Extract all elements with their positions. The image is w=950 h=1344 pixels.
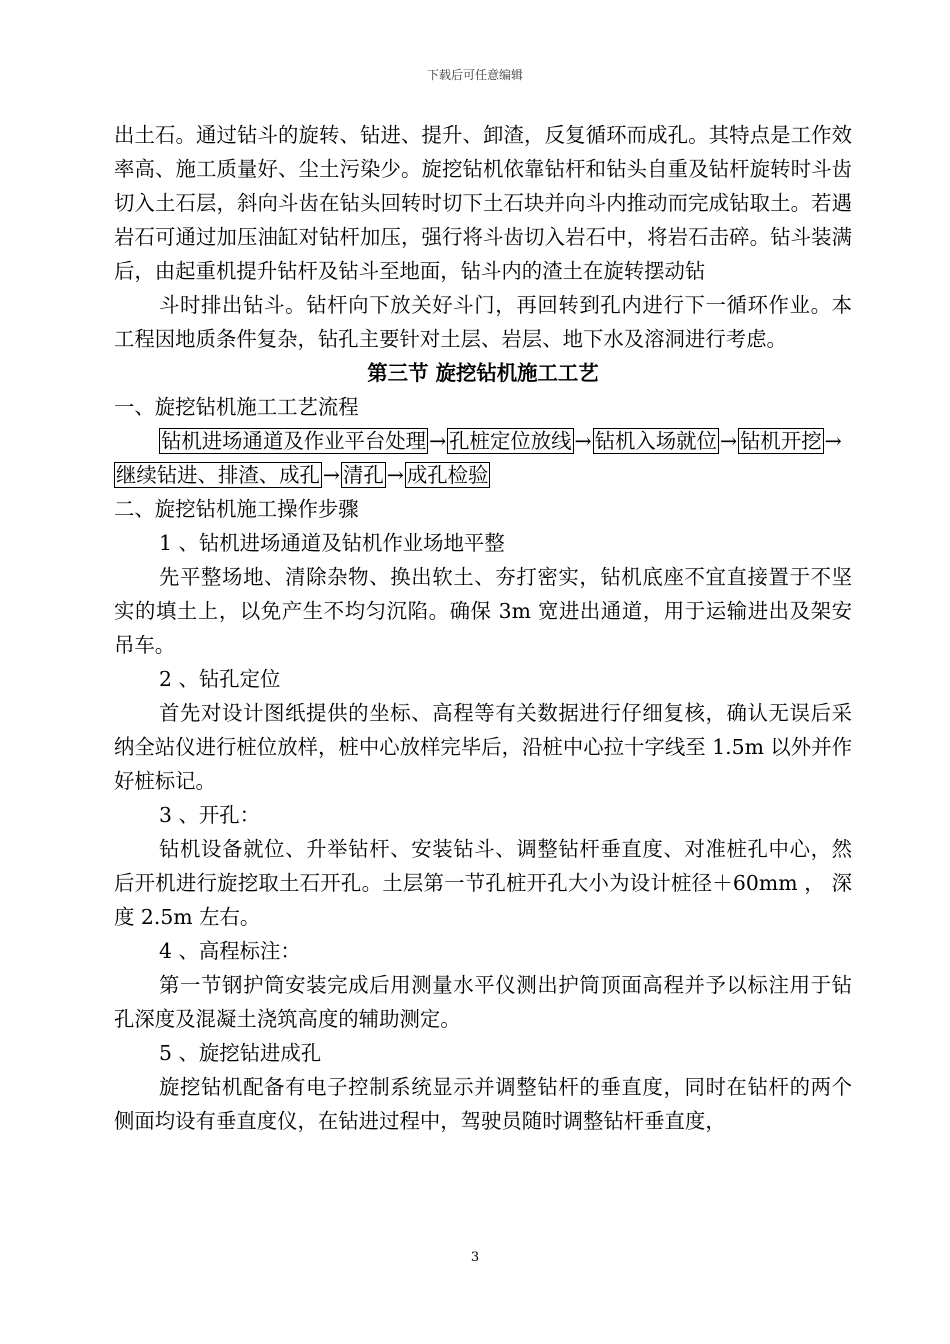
- flow-step: 继续钻进、排渣、成孔: [116, 463, 320, 487]
- step-body: 先平整场地、清除杂物、换出软土、夯打密实，钻机底座不宜直接置于不坚实的填土上，以免产生不均匀沉陷。确保 3m 宽进出通道，用于运输进出及架安吊车。: [114, 565, 852, 657]
- page-header: 下载后可任意编辑: [426, 68, 523, 82]
- flow-step: 钻机进场通道及作业平台处理: [161, 429, 427, 453]
- process-flow: [114, 424, 852, 492]
- page-number: 3: [470, 1250, 480, 1265]
- flow-step: 孔桩定位放线: [449, 429, 572, 453]
- step-body: 首先对设计图纸提供的坐标、高程等有关数据进行仔细复核，确认无误后采纳全站仪进行桩位放样，桩中心放样完毕后，沿桩中心拉十字线至 1.5m 以外并作好桩标记。: [114, 701, 852, 793]
- subsection-title: 二、旋挖钻机施工操作步骤: [114, 497, 359, 521]
- step-body: 第一节钢护筒安装完成后用测量水平仪测出护筒顶面高程并予以标注用于钻孔深度及混凝土浇筑高度的辅助测定。: [114, 973, 852, 1031]
- flow-arrow: →: [429, 429, 447, 453]
- step-title: 4 、高程标注：: [159, 939, 301, 963]
- flow-arrow: →: [824, 429, 842, 453]
- step-title: 5 、旋挖钻进成孔: [159, 1041, 322, 1065]
- step-title: 1 、钻机进场通道及钻机作业场地平整: [159, 531, 505, 555]
- flow-arrow: →: [574, 429, 592, 453]
- step-body: 钻机设备就位、升举钻杆、安装钻斗、调整钻杆垂直度、对准桩孔中心，然后开机进行旋挖取土石开孔。土层第一节孔桩开孔大小为设计桩径＋60mm ， 深度 2.5m 左右。: [114, 837, 852, 929]
- document-body: [114, 118, 852, 1138]
- paragraph: 斗时排出钻斗。钻杆向下放关好斗门，再回转到孔内进行下一循环作业。本工程因地质条件复杂，钻孔主要针对土层、岩层、地下水及溶洞进行考虑。: [114, 293, 852, 351]
- flow-step: 成孔检验: [406, 463, 489, 487]
- flow-step: 钻机开挖: [740, 429, 822, 453]
- subsection-title: 一、旋挖钻机施工工艺流程: [114, 395, 359, 419]
- paragraph: 出土石。通过钻斗的旋转、钻进、提升、卸渣，反复循环而成孔。其特点是工作效率高、施工质量好、尘土污染少。旋挖钻机依靠钻杆和钻头自重及钻杆旋转时斗齿切入土石层，斜向斗齿在钻头回转时切下土石块并向斗内推动而完成钻取土。若遇岩石可通过加压油缸对钻杆加压，强行将斗齿切入岩石中，将岩石击碎。钻斗装满后，由起重机提升钻杆及钻斗至地面，钻斗内的渣土在旋转摆动钻: [114, 123, 852, 283]
- flow-arrow: →: [322, 463, 340, 487]
- step-title: 3 、开孔：: [159, 803, 261, 827]
- section-title: 第三节 旋挖钻机施工工艺: [367, 361, 599, 385]
- flow-arrow: →: [386, 463, 404, 487]
- step-title: 2 、钻孔定位: [159, 667, 281, 691]
- flow-step: 钻机入场就位: [594, 429, 717, 453]
- flow-arrow: →: [719, 429, 738, 453]
- step-body: 旋挖钻机配备有电子控制系统显示并调整钻杆的垂直度，同时在钻杆的两个侧面均设有垂直度仪，在钻进过程中，驾驶员随时调整钻杆垂直度，: [114, 1075, 852, 1133]
- flow-step: 清孔: [343, 463, 384, 487]
